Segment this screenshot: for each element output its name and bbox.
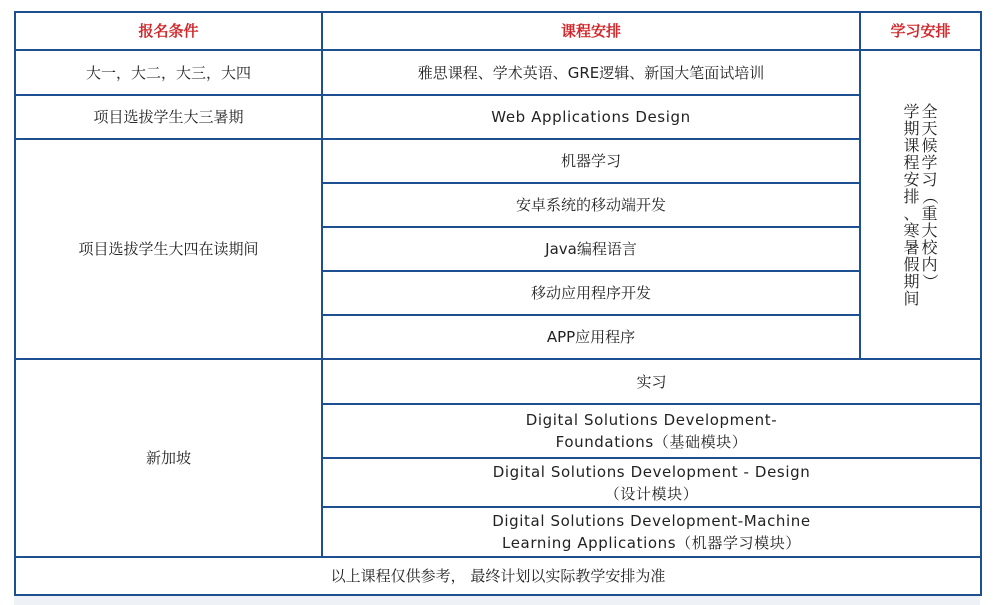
vertical-char: 候 xyxy=(921,135,938,155)
table-row xyxy=(15,50,981,95)
course-cell: APP应用程序 xyxy=(322,315,860,359)
vertical-char: 排 xyxy=(903,186,920,206)
vertical-char: 全 xyxy=(921,101,938,121)
course-cell: 安卓系统的移动端开发 xyxy=(322,183,860,227)
vertical-char: 大 xyxy=(921,220,938,240)
vertical-char: （ xyxy=(920,187,940,205)
course-schedule-table xyxy=(14,11,982,596)
header-enrollment-condition: 报名条件 xyxy=(15,12,322,50)
vertical-char: 习 xyxy=(921,169,938,189)
course-cell: Web Applications Design xyxy=(322,95,860,139)
study-arrangement-cell xyxy=(860,50,981,359)
vertical-char: 学 xyxy=(903,101,920,121)
course-table-frame xyxy=(14,11,980,594)
course-cell: 移动应用程序开发 xyxy=(322,271,860,315)
table-header-row xyxy=(15,12,981,50)
vertical-char: 安 xyxy=(903,169,920,189)
course-cell: 实习 xyxy=(322,359,981,404)
vertical-char: 期 xyxy=(903,118,920,138)
condition-cell: 新加坡 xyxy=(15,359,322,557)
course-cell: Digital Solutions Development - Design （设计模块） xyxy=(322,458,981,507)
vertical-char: 寒 xyxy=(903,220,920,240)
vertical-char: ） xyxy=(920,272,940,290)
vertical-char: 程 xyxy=(903,152,920,172)
table-footer-row xyxy=(15,557,981,595)
vertical-char: 校 xyxy=(921,237,938,257)
condition-cell: 项目选拔学生大三暑期 xyxy=(15,95,322,139)
vertical-char: 重 xyxy=(921,203,938,223)
vertical-text xyxy=(869,103,972,307)
course-cell: Digital Solutions Development-Machine Learning Applications（机器学习模块） xyxy=(322,507,981,557)
course-cell: Digital Solutions Development- Foundations（基础模块） xyxy=(322,404,981,458)
vertical-char: 天 xyxy=(921,118,938,138)
vertical-char: 内 xyxy=(921,254,938,274)
vertical-char: 暑 xyxy=(903,237,920,257)
vertical-column-left xyxy=(903,103,919,307)
header-study-arrangement: 学习安排 xyxy=(860,12,981,50)
course-cell: 雅思课程、学术英语、GRE逻辑、新国大笔面试培训 xyxy=(322,50,860,95)
header-course-arrangement: 课程安排 xyxy=(322,12,860,50)
footer-note: 以上课程仅供参考， 最终计划以实际教学安排为准 xyxy=(15,557,981,595)
vertical-char: 间 xyxy=(903,288,920,308)
course-cell: 机器学习 xyxy=(322,139,860,183)
vertical-char: 课 xyxy=(903,135,920,155)
condition-cell: 大一，大二，大三，大四 xyxy=(15,50,322,95)
vertical-char: 学 xyxy=(921,152,938,172)
vertical-char: 、 xyxy=(903,203,920,223)
table-row xyxy=(15,359,981,404)
table-row xyxy=(15,139,981,183)
vertical-column-right xyxy=(922,103,938,307)
vertical-char: 假 xyxy=(903,254,920,274)
vertical-char: 期 xyxy=(903,271,920,291)
table-row xyxy=(15,95,981,139)
condition-cell: 项目选拔学生大四在读期间 xyxy=(15,139,322,359)
bottom-shade xyxy=(14,596,980,605)
course-cell: Java编程语言 xyxy=(322,227,860,271)
